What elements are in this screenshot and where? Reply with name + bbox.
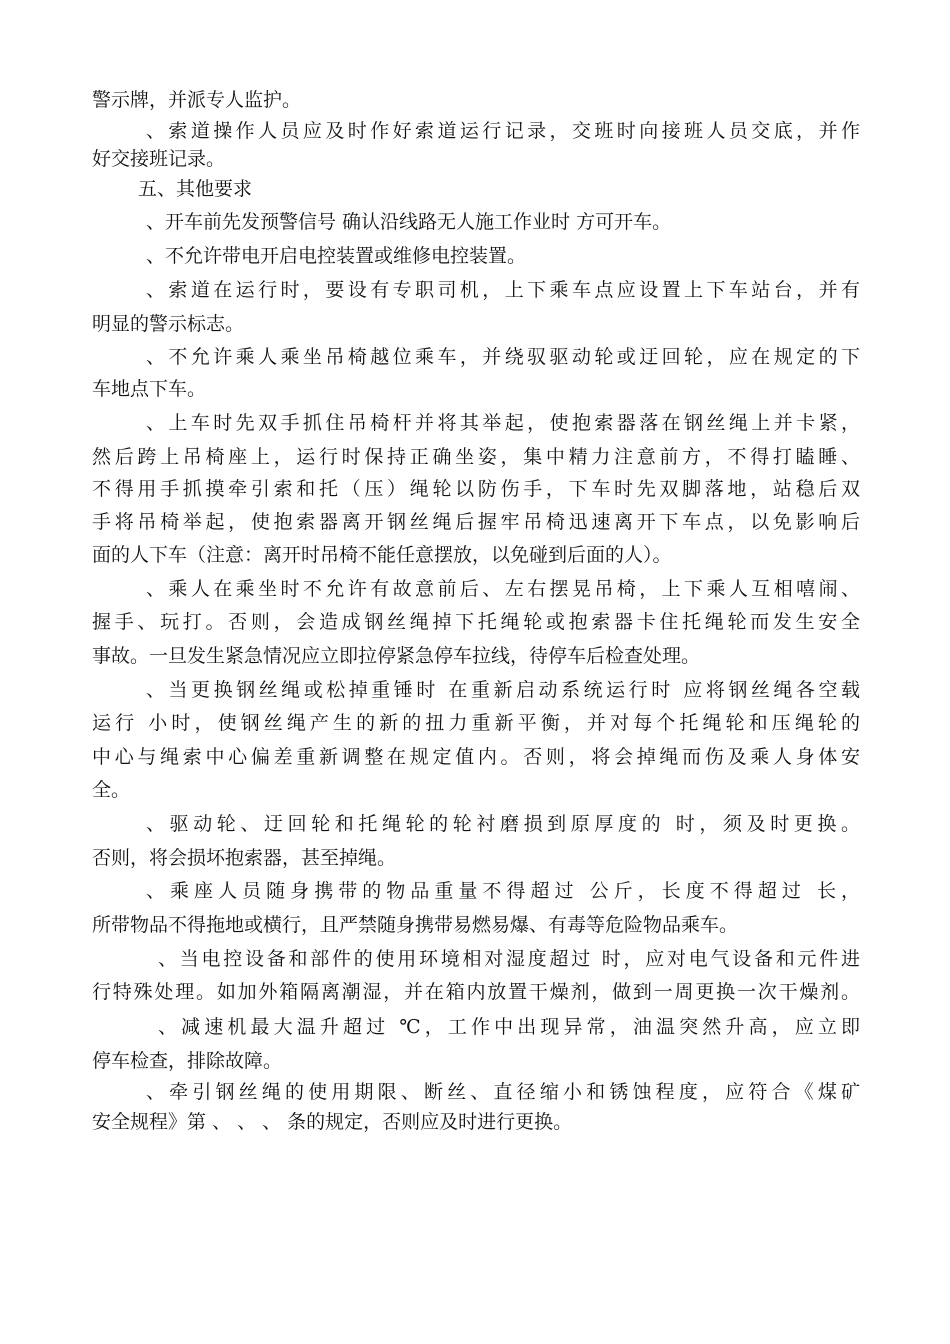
text-line: 所带物品不得拖地或横行，且严禁随身携带易燃易爆、有毒等危险物品乘车。: [92, 914, 739, 936]
text-line: 车地点下车。: [92, 378, 207, 400]
text-line: 否则，将会损坏抱索器，甚至掉绳。: [92, 847, 397, 869]
text-line: 运行 小时，使钢丝绳产生的新的扭力重新平衡，并对每个托绳轮和压绳轮的: [92, 712, 860, 734]
text-line: 、乘座人员随身携带的物品重量不得超过 公斤，长度不得超过 长，: [146, 880, 860, 902]
text-line: 、不允许乘人乘坐吊椅越位乘车，并绕驭驱动轮或迂回轮，应在规定的下: [146, 346, 860, 368]
text-line: 、当更换钢丝绳或松掉重锤时 在重新启动系统运行时 应将钢丝绳各空载: [146, 679, 860, 701]
text-line: 、索道在运行时，要设有专职司机，上下乘车点应设置上下车站台，并有: [146, 279, 860, 301]
text-line: 安全规程》第 、 、 、 条的规定，否则应及时进行更换。: [92, 1111, 573, 1133]
text-line: 不得用手抓摸牵引索和托（压）绳轮以防伤手，下车时先双脚落地，站稳后双: [92, 478, 860, 500]
text-line: 然后跨上吊椅座上，运行时保持正确坐姿，集中精力注意前方，不得打瞌睡、: [92, 446, 860, 468]
text-line: 、驱动轮、迂回轮和托绳轮的轮衬磨损到原厚度的 时，须及时更换。: [146, 813, 860, 835]
text-line: 明显的警示标志。: [92, 313, 245, 335]
text-line: 、索道操作人员应及时作好索道运行记录，交班时向接班人员交底，并作: [146, 120, 860, 142]
text-line: 警示牌，并派专人监护。: [92, 89, 302, 111]
text-line: 面的人下车（注意：离开时吊椅不能任意摆放，以免碰到后面的人）。: [92, 544, 672, 566]
text-line: 行特殊处理。如加外箱隔离潮湿，并在箱内放置干燥剂，做到一周更换一次干燥剂。: [92, 981, 860, 1003]
text-line: 、上车时先双手抓住吊椅杆并将其举起，使抱索器落在钢丝绳上并卡紧，: [146, 412, 860, 434]
text-line: 好交接班记录。: [92, 148, 226, 170]
text-line: 、牵引钢丝绳的使用期限、断丝、直径缩小和锈蚀程度，应符合《煤矿: [146, 1081, 860, 1103]
text-line: 、减速机最大温升超过 ℃，工作中出现异常，油温突然升高，应立即: [158, 1016, 860, 1038]
text-line: 、开车前先发预警信号 确认沿线路无人施工作业时 方可开车。: [146, 211, 672, 233]
section-heading: 五、其他要求: [138, 178, 253, 200]
text-line: 握手、玩打。否则，会造成钢丝绳掉下托绳轮或抱索器卡住托绳轮而发生安全: [92, 611, 860, 633]
text-line: 手将吊椅举起，使抱索器离开钢丝绳后握牢吊椅迅速离开下车点，以免影响后: [92, 511, 860, 533]
text-line: 事故。一旦发生紧急情况应立即拉停紧急停车拉线，待停车后检查处理。: [92, 645, 701, 667]
text-line: 中心与绳索中心偏差重新调整在规定值内。否则，将会掉绳而伤及乘人身体安: [92, 746, 860, 768]
text-line: 、当电控设备和部件的使用环境相对湿度超过 时，应对电气设备和元件进: [158, 948, 860, 970]
text-line: 全。: [92, 779, 131, 801]
text-line: 、不允许带电开启电控装置或维修电控装置。: [146, 245, 527, 267]
text-line: 、乘人在乘坐时不允许有故意前后、左右摆晃吊椅，上下乘人互相嘻闹、: [146, 578, 860, 600]
text-line: 停车检查，排除故障。: [92, 1050, 283, 1072]
